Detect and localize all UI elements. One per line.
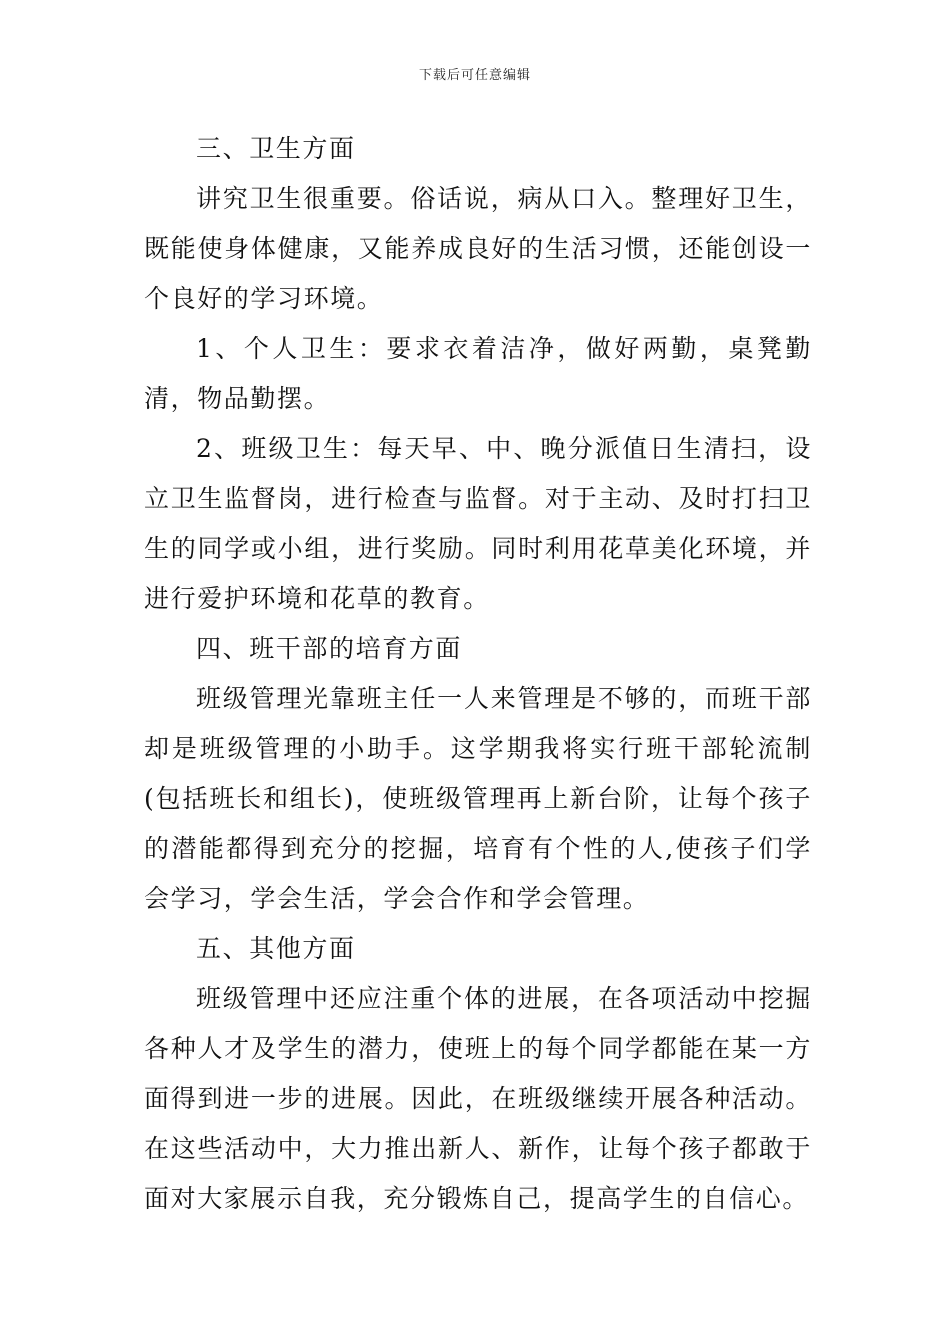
document-body (144, 124, 812, 1224)
paragraph-class-cadres: 班级管理光靠班主任一人来管理是不够的，而班干部却是班级管理的小助手。这学期我将实行班干部轮流制(包括班长和组长)，使班级管理再上新台阶，让每个孩子的潜能都得到充分的挖掘，培育有个性的人,使孩子们学会学习，学会生活，学会合作和学会管理。 (144, 684, 812, 913)
section-heading-hygiene: 三、卫生方面 (196, 134, 356, 163)
section-heading-other: 五、其他方面 (196, 934, 356, 963)
paragraph-personal-hygiene: 1、个人卫生：要求衣着洁净，做好两勤，桌凳勤清，物品勤摆。 (144, 334, 812, 413)
paragraph-class-hygiene: 2、班级卫生：每天早、中、晚分派值日生清扫，设立卫生监督岗，进行检查与监督。对于主动、及时打扫卫生的同学或小组，进行奖励。同时利用花草美化环境，并进行爱护环境和花草的教育。 (144, 434, 812, 613)
paragraph-hygiene-intro: 讲究卫生很重要。俗话说，病从口入。整理好卫生，既能使身体健康，又能养成良好的生活习惯，还能创设一个良好的学习环境。 (144, 184, 812, 313)
paragraph-other: 班级管理中还应注重个体的进展，在各项活动中挖掘各种人才及学生的潜力，使班上的每个同学都能在某一方面得到进一步的进展。因此，在班级继续开展各种活动。在这些活动中，大力推出新人、新作，让每个孩子都敢于面对大家展示自我，充分锻炼自己，提高学生的自信心。 (144, 984, 812, 1213)
section-heading-class-cadres: 四、班干部的培育方面 (196, 634, 463, 663)
page-header-note: 下载后可任意编辑 (418, 68, 531, 83)
